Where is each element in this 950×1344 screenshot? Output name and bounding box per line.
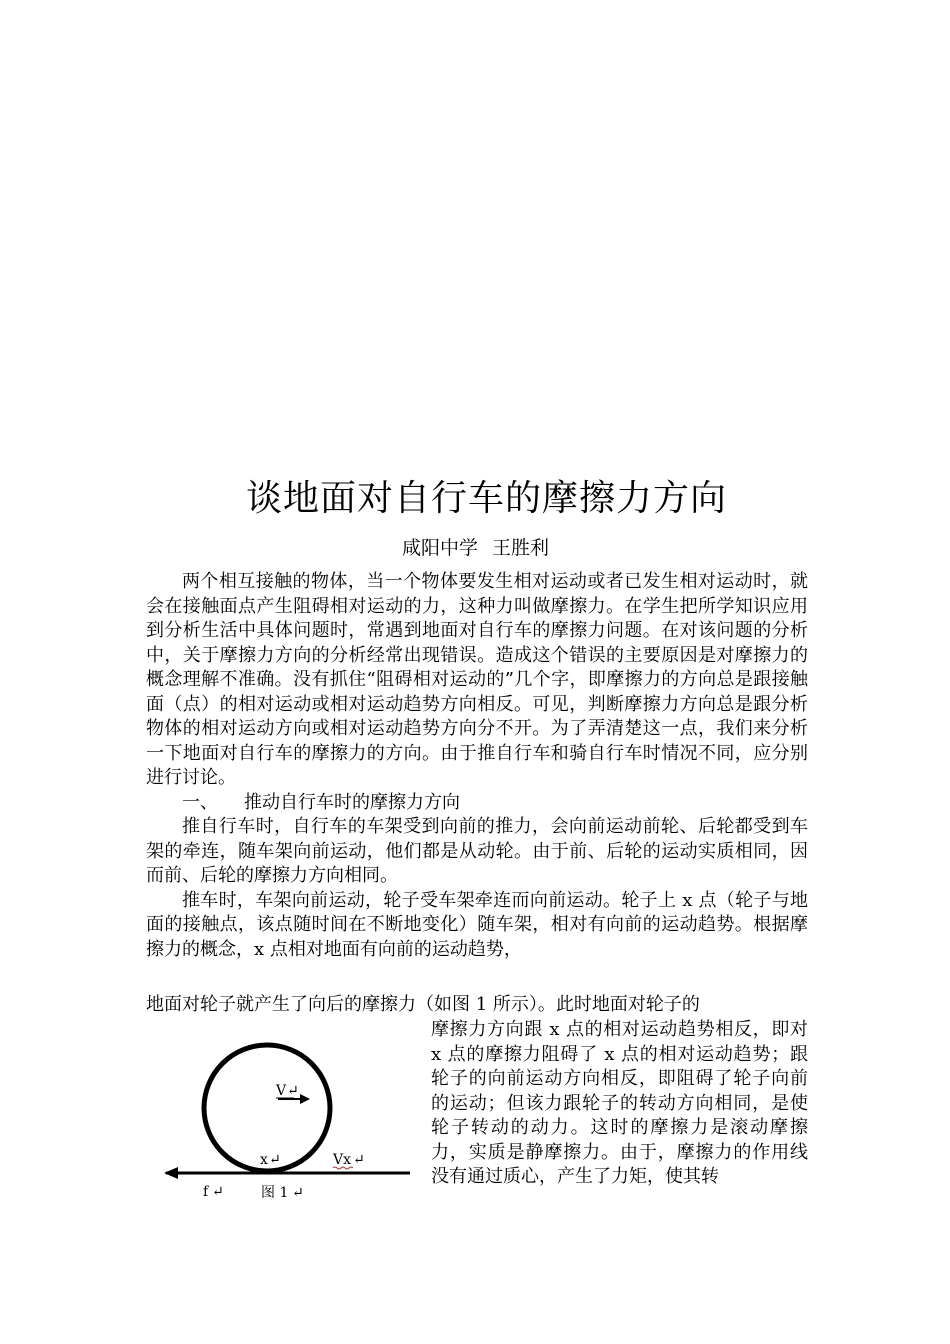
return-mark-x: ↵ — [269, 1152, 281, 1168]
body-column — [146, 570, 808, 962]
wrap-paragraph: 摩擦力方向跟 x 点的相对运动趋势相反，即对 x 点的摩擦力阻碍了 x 点的相对运动趋势；跟轮子的向前运动方向相反，即阻碍了轮子向前的运动；但该力跟轮子的转动方向相同，是使轮子转动的动力。这时的摩擦力是滚动摩擦力，实质是静摩擦力。由于，摩擦力的作用线没有通过质心，产生了力矩，使其转 — [431, 1019, 808, 1187]
section-heading-text: 推动自行车时的摩擦力方向 — [244, 791, 460, 813]
wrap-text-column — [431, 1018, 808, 1190]
lead-line: 地面对轮子就产生了向后的摩擦力（如图 1 所示）。此时地面对轮子的 — [146, 994, 700, 1015]
author-school: 咸阳中学 — [402, 537, 479, 559]
return-mark-v: ↵ — [287, 1083, 299, 1099]
wheel-diagram — [160, 1040, 420, 1210]
author-name: 王胜利 — [492, 537, 550, 559]
label-vx-squiggle — [333, 1167, 353, 1169]
label-v: V — [276, 1083, 287, 1099]
document-title: 谈地面对自行车的摩擦力方向 — [246, 478, 728, 519]
velocity-arrow-head — [300, 1094, 310, 1104]
label-f: f — [203, 1184, 209, 1200]
section-paragraph-1: 推自行车时，自行车的车架受到向前的推力，会向前运动前轮、后轮都受到车架的牵连，随车架向前运动，他们都是从动轮。由于前、后轮的运动实质相同，因而前、后轮的摩擦力方向相同。 — [146, 816, 808, 886]
section-paragraph-2: 推车时，车架向前运动，轮子受车架牵连而向前运动。轮子上 x 点（轮子与地面的接触点，该点随时间在不断地变化）随车架，相对有向前的运动趋势。根据摩擦力的概念，x 点相对地面有向前的运动趋势， — [146, 889, 808, 960]
friction-arrow — [164, 1167, 178, 1179]
section-heading — [146, 791, 808, 816]
label-vx: Vx — [333, 1152, 352, 1168]
return-mark-f: ↵ — [212, 1184, 224, 1200]
figure-1 — [160, 1040, 420, 1210]
return-mark-caption: ↵ — [292, 1185, 304, 1201]
return-mark-vx: ↵ — [353, 1152, 365, 1168]
figure-caption: 图 1 — [261, 1185, 289, 1201]
intro-paragraph: 两个相互接触的物体，当一个物体要发生相对运动或者已发生相对运动时，就会在接触面点产生阻碍相对运动的力，这种力叫做摩擦力。在学生把所学知识应用到分析生活中具体问题时，常遇到地面对自行车的摩擦力问题。在对该问题的分析中，关于摩擦力方向的分析经常出现错误。造成这个错误的主要原因是对摩擦力的概念理解不准确。没有抓住“阻碍相对运动的”几个字，即摩擦力的方向总是跟接触面（点）的相对运动或相对运动趋势方向相反。可见，判断摩擦力方向总是跟分析物体的相对运动方向或相对运动趋势方向分不开。为了弄清楚这一点，我们来分析一下地面对自行车的摩擦力的方向。由于推自行车和骑自行车时情况不同，应分别进行讨论。 — [146, 571, 808, 788]
label-x: x — [260, 1152, 268, 1168]
author-line — [402, 533, 549, 563]
section-number: 一、 — [182, 791, 218, 813]
